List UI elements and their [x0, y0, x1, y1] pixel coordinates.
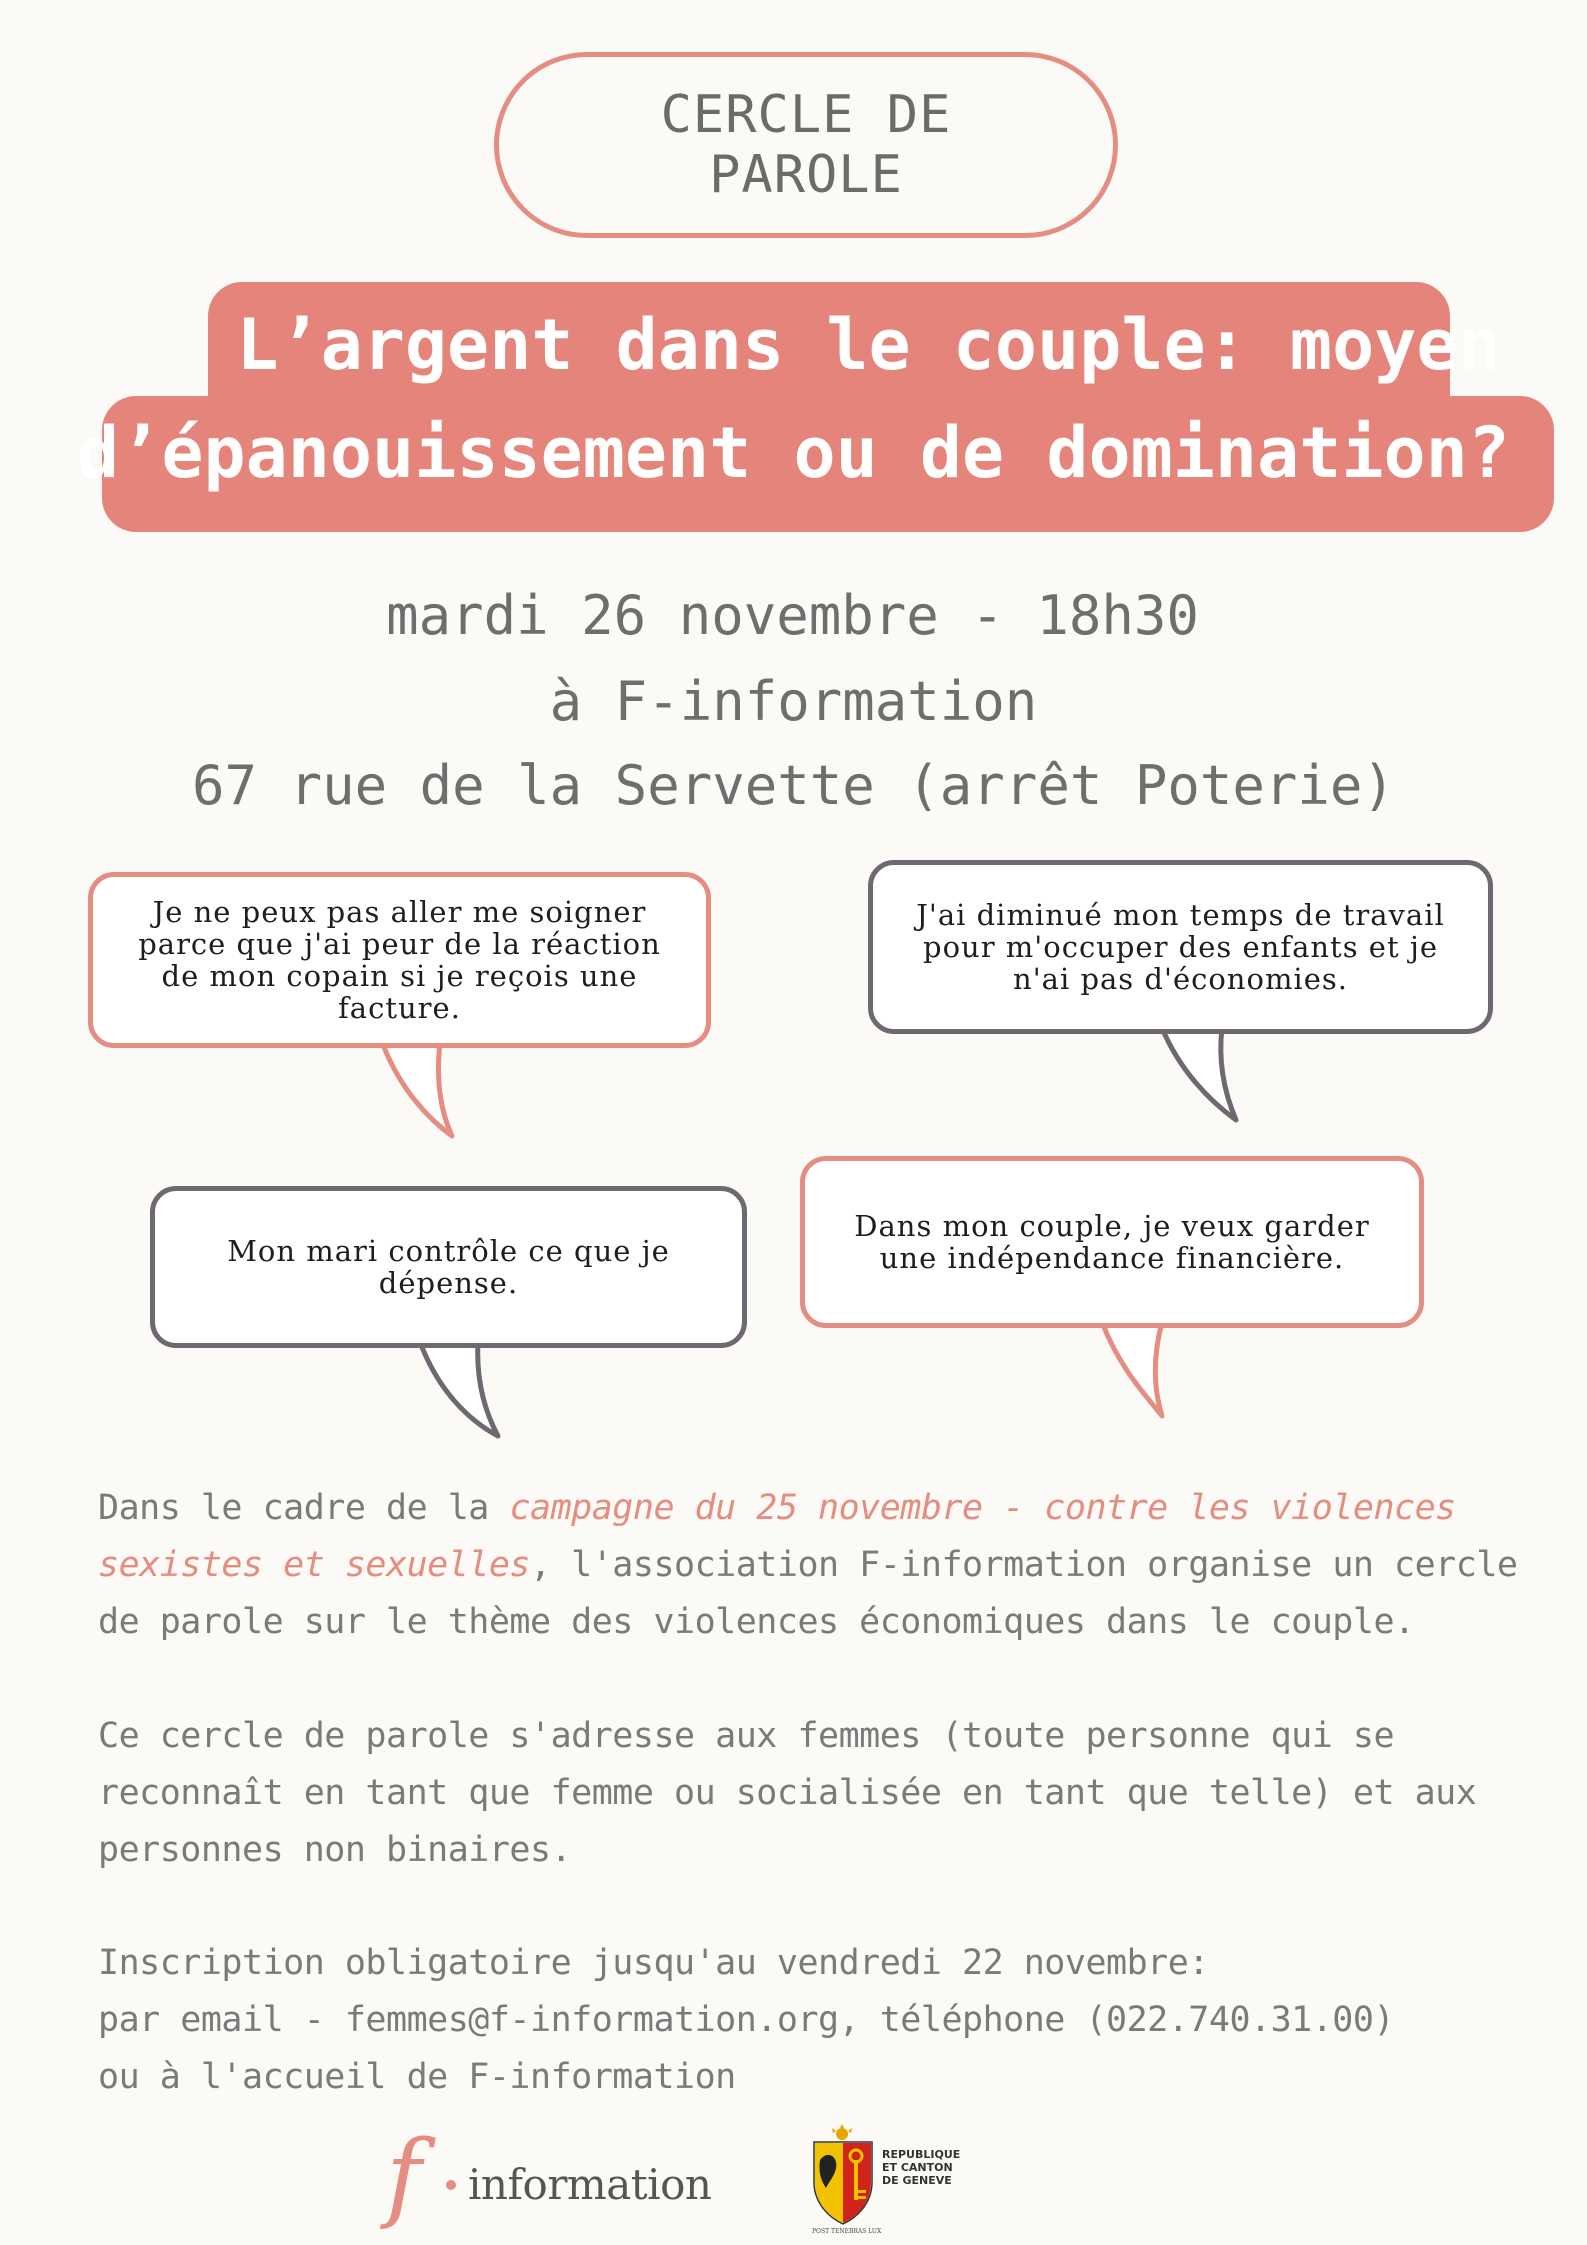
geneve-line-3: DE GENEVE	[882, 2174, 952, 2187]
geneve-logo	[808, 2124, 978, 2238]
geneve-motto: POST TENEBRAS LUX	[812, 2228, 882, 2235]
bubble-4-tail-icon	[1090, 1320, 1200, 1420]
campaign-link[interactable]: campagne du 25 novembre - contre les violences sexistes et sexuelles	[98, 1488, 1456, 1585]
event-place: à F-information	[549, 670, 1038, 733]
speech-bubble-1: Je ne peux pas aller me soigner parce que j'ai peur de la réaction de mon copain si je reçois une facture.	[88, 872, 711, 1048]
header-line-2: PAROLE	[709, 145, 903, 205]
geneve-line-1: REPUBLIQUE	[882, 2148, 961, 2161]
logo-f-letter: f	[386, 2120, 422, 2232]
event-address: 67 rue de la Servette (arrêt Poterie)	[192, 754, 1395, 817]
header-line-1: CERCLE DE	[660, 85, 952, 145]
registration-line-2[interactable]: par email - femmes@f-information.org, téléphone (022.740.31.00)	[98, 2000, 1395, 2040]
f-information-logo	[386, 2120, 716, 2230]
paragraph-registration	[98, 1935, 1518, 2106]
title-line-2: d’épanouissement ou de domination?	[77, 412, 1510, 494]
bubble-3-tail-icon	[408, 1340, 518, 1440]
header-pill	[494, 52, 1118, 238]
event-date: mardi 26 novembre - 18h30	[386, 584, 1199, 647]
paragraph-campaign	[98, 1480, 1518, 1651]
bubble-1-tail-icon	[370, 1040, 480, 1140]
logo-f-word: information	[468, 2160, 712, 2209]
geneve-line-2: ET CANTON	[882, 2161, 953, 2174]
speech-bubble-3: Mon mari contrôle ce que je dépense.	[150, 1186, 747, 1348]
geneve-text	[882, 2148, 960, 2187]
speech-bubble-4: Dans mon couple, je veux garder une indépendance financière.	[800, 1156, 1424, 1328]
registration-line-1: Inscription obligatoire jusqu'au vendredi 22 novembre:	[98, 1943, 1209, 1983]
geneve-coat-of-arms-icon	[808, 2124, 880, 2228]
paragraph-campaign-start: Dans le cadre de la	[98, 1488, 510, 1528]
title-line-1: L’argent dans le couple: moyen	[236, 304, 1501, 386]
logo-dot-icon	[446, 2180, 456, 2190]
paragraph-audience: Ce cercle de parole s'adresse aux femmes (toute personne qui se reconnaît en tant que femme ou socialisée en tant que telle) et aux personnes non binaires.	[98, 1716, 1477, 1870]
speech-bubble-2: J'ai diminué mon temps de travail pour m'occuper des enfants et je n'ai pas d'économies.	[868, 860, 1493, 1034]
registration-line-3: ou à l'accueil de F-information	[98, 2057, 736, 2097]
paragraph-campaign-end: , l'association F-information organise un cercle de parole sur le thème des violences économiques dans le couple.	[98, 1545, 1518, 1642]
bubble-2-tail-icon	[1150, 1026, 1260, 1126]
